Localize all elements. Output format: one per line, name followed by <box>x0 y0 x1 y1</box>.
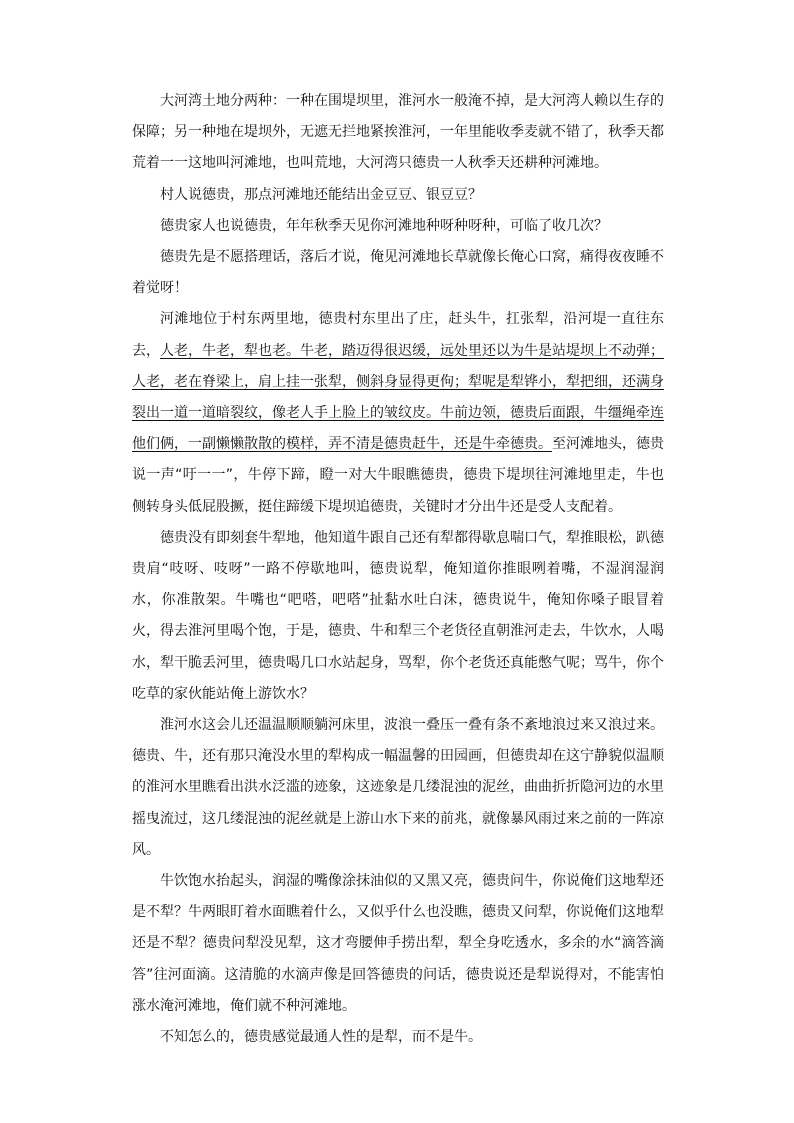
paragraph-degui-answer: 德贵先是不愿搭理话，落后才说，俺见河滩地长草就像长俺心口窝，痛得夜夜睡不着觉呀！ <box>132 249 664 297</box>
underlined-passage: 人老，牛老，犁也老。牛老，踏迈得很迟缓，远处里还以为牛是站堤坝上不动弹；人老，老在脊梁上，肩上挂一张犁，侧斜身显得更佝；犁呢是犁铧小，犁把细，还满身裂出一道一道暗裂纹，像老人手上脸上的皱纹皮。牛前边领，德贵后面跟，牛缰绳牵连他们俩，一副懒懒散散的模样，弄不清是德贵赶牛，还是牛牵德贵。 <box>132 342 664 453</box>
paragraph-going-to-field <box>132 304 664 522</box>
paragraph-text-before-underline: 河滩地位于村东两里地，德贵村东里出了庄，赶头牛，扛张犁，沿河堤一直往东去， <box>132 311 664 359</box>
document-page <box>132 86 664 1053</box>
paragraph-family-question: 德贵家人也说德贵，年年秋季天见你河滩地种呀种呀种，可临了收几次？ <box>160 217 608 234</box>
paragraph-rest-and-drink: 德贵没有即刻套牛犁地，他知道牛跟自己还有犁都得歇息喘口气，犁推眼松，趴德贵肩“吱呀、吱呀”一路不停歇地叫，德贵说犁，俺知道你推眼咧着嘴，不湿润湿润水，你准散架。牛嘴也“吧嗒，吧嗒”扯黏水吐白沫，德贵说牛，俺知你嗓子眼冒着火，得去淮河里喝个饱，于是，德贵、牛和犁三个老货径直朝淮河走去，牛饮水，人喝水，犁干脆丢河里，德贵喝几口水站起身，骂犁，你个老货还真能憋气呢；骂牛，你个吃草的家伙能站俺上游饮水？ <box>132 529 664 702</box>
paragraph-closing: 不知怎么的，德贵感觉最通人性的是犁，而不是牛。 <box>160 1029 482 1046</box>
paragraph-text-after-underline: 至河滩地头，德贵说一声“吁一一”，牛停下蹄，瞪一对大牛眼瞧德贵，德贵下堤坝往河滩地里走，牛也侧转身头低屁股撅，挺住蹄缓下堤坝追德贵，关键时才分出牛还是受人支配着。 <box>132 436 664 515</box>
paragraph-villagers-question: 村人说德贵，那点河滩地还能结出金豆豆、银豆豆？ <box>160 186 482 203</box>
paragraph-plough-or-not: 牛饮饱水抬起头，润湿的嘴像涂抹油似的又黑又亮，德贵问牛，你说俺们这地犁还是不犁？牛两眼盯着水面瞧着什么，又似乎什么也没瞧，德贵又问犁，你说俺们这地犁还是不犁？德贵问犁没见犁，这才弯腰伸手捞出犁，犁全身吃透水，多余的水“滴答滴答”往河面滴。这清脆的水滴声像是回答德贵的问话，德贵说还是犁说得对，不能害怕涨水淹河滩地，俺们就不种河滩地。 <box>132 873 664 1014</box>
paragraph-land-types: 大河湾土地分两种：一种在围堤坝里，淮河水一般淹不掉，是大河湾人赖以生存的保障；另一种地在堤坝外，无遮无拦地紧挨淮河，一年里能收季麦就不错了，秋季天都荒着一一这地叫河滩地，也叫荒地，大河湾只德贵一人秋季天还耕种河滩地。 <box>132 93 664 172</box>
paragraph-huai-river: 淮河水这会儿还温温顺顺躺河床里，波浪一叠压一叠有条不紊地浪过来又浪过来。德贵、牛，还有那只淹没水里的犁构成一幅温馨的田园画，但德贵却在这宁静貌似温顺的淮河水里瞧看出洪水泛滥的迹象，这迹象是几缕混浊的泥丝，曲曲折折隐河边的水里摇曳流过，这几缕混浊的泥丝就是上游山水下来的前兆，就像暴风雨过来之前的一阵凉风。 <box>132 717 664 858</box>
